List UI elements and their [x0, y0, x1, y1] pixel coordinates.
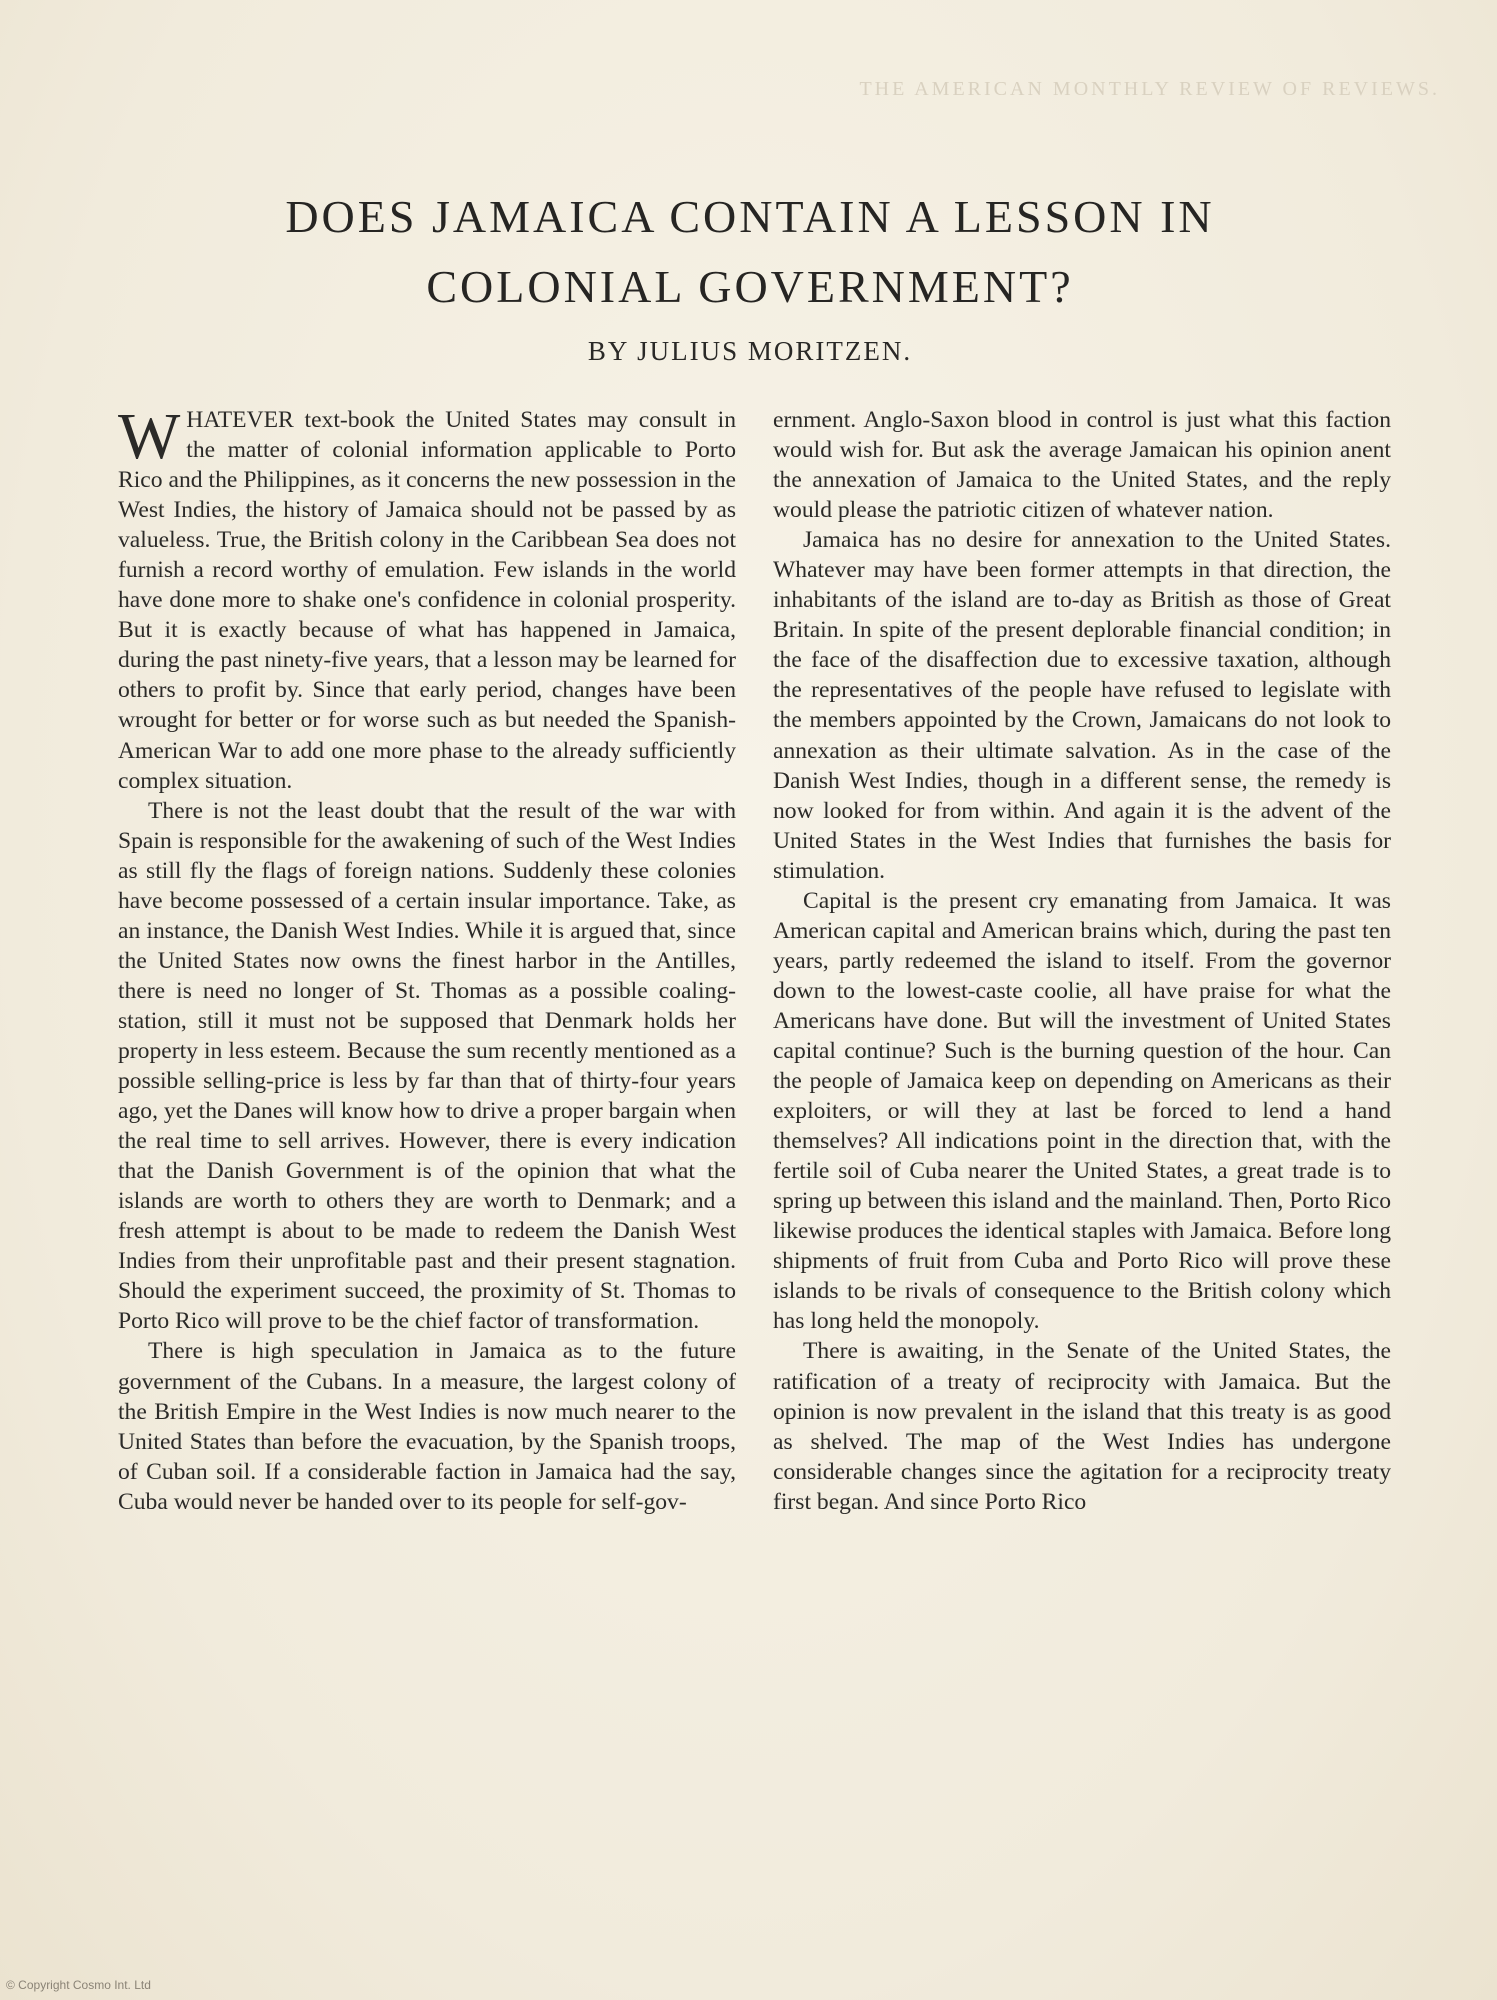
paragraph-3: There is high speculation in Jamaica as to the future government of the Cubans. In a measure, the largest colony of the British Empire in the West Indies is now much nearer to the United States than before the evacuation, by the Spanish troops, of Cuban soil. If a considerable faction in Jamaica had the say, Cuba would never be handed over to its people for self-gov-: [118, 1338, 736, 1515]
paragraph-1-text: HATEVER text-book the United States may consult in the matter of colonial information applicable to Porto Rico and the Philippines, as it concerns the new possession in the West Indies, the history of Jamaica should not be passed by as valueless. True, the British colony in the Caribbean Sea does not furnish a record worthy of emulation. Few islands in the world have done more to shake one's confidence in colonial prosperity. But it is exactly because of what has happened in Jamaica, during the past ninety-five years, that a lesson may be learned for others to profit by. Since that early period, changes have been wrought for better or for worse such as but needed the Spanish-American War to add one more phase to the already sufficiently complex situation.: [118, 407, 736, 794]
right-column: [773, 405, 1391, 1517]
drop-cap: W: [118, 400, 181, 473]
paragraph-5: Jamaica has no desire for annexation to the United States. Whatever may have been former attempts in that direction, the inhabitants of the island are to-day as British as those of Great Britain. In spite of the present deplorable financial condition; in the face of the disaffection due to excessive taxation, although the representatives of the people have refused to legislate with the members appointed by the Crown, Jamaicans do not look to annexation as their ultimate salvation. As in the case of the Danish West Indies, though in a different sense, the remedy is now looked for from within. And again it is the advent of the United States in the West Indies that furnishes the basis for stimulation.: [773, 527, 1391, 884]
paragraph-1: [118, 400, 736, 796]
article-title: [120, 182, 1380, 322]
paragraph-7: There is awaiting, in the Senate of the United States, the ratification of a treaty of reciprocity with Jamaica. But the opinion is now prevalent in the island that this treaty is as good as shelved. The map of the West Indies has undergone considerable changes since the agitation for a reciprocity treaty first began. And since Porto Rico: [773, 1338, 1391, 1515]
byline: BY JULIUS MORITZEN.: [587, 336, 913, 366]
paragraph-4: ernment. Anglo-Saxon blood in control is just what this faction would wish for. But ask the average Jamaican his opinion anent the annexation of Jamaica to the United States, and the reply would please the patriotic citizen of whatever nation.: [773, 407, 1391, 524]
faded-running-head: THE AMERICAN MONTHLY REVIEW OF REVIEWS.: [859, 78, 1440, 100]
article-title-line-2: COLONIAL GOVERNMENT?: [426, 261, 1074, 312]
article-title-line-1: DOES JAMAICA CONTAIN A LESSON IN: [285, 191, 1215, 242]
paragraph-2: There is not the least doubt that the result of the war with Spain is responsible for the awakening of such of the West Indies as still fly the flags of foreign nations. Suddenly these colonies have become possessed of a certain insular importance. Take, as an instance, the Danish West Indies. While it is argued that, since the United States now owns the finest harbor in the Antilles, there is need no longer of St. Thomas as a possible coaling-station, still it must not be supposed that Denmark holds her property in less esteem. Because the sum recently mentioned as a possible selling-price is less by far than that of thirty-four years ago, yet the Danes will know how to drive a proper bargain when the real time to sell arrives. However, there is every indication that the Danish Government is of the opinion that what the islands are worth to others they are worth to Denmark; and a fresh attempt is about to be made to redeem the Danish West Indies from their unprofitable past and their present stagnation. Should the experiment succeed, the proximity of St. Thomas to Porto Rico will prove to be the chief factor of transformation.: [118, 797, 736, 1335]
paragraph-6: Capital is the present cry emanating from Jamaica. It was American capital and American brains which, during the past ten years, partly redeemed the island to itself. From the governor down to the lowest-caste coolie, all have praise for what the Americans have done. But will the investment of United States capital continue? Such is the burning question of the hour. Can the people of Jamaica keep on depending on Americans as their exploiters, or will they at last be forced to lend a hand themselves? All indications point in the direction that, with the fertile soil of Cuba nearer the United States, a great trade is to spring up between this island and the mainland. Then, Porto Rico likewise produces the identical staples with Jamaica. Before long shipments of fruit from Cuba and Porto Rico will prove these islands to be rivals of consequence to the British colony which has long held the monopoly.: [773, 887, 1391, 1335]
left-column: [118, 400, 736, 1517]
copyright-watermark: © Copyright Cosmo Int. Ltd: [6, 1978, 151, 1992]
